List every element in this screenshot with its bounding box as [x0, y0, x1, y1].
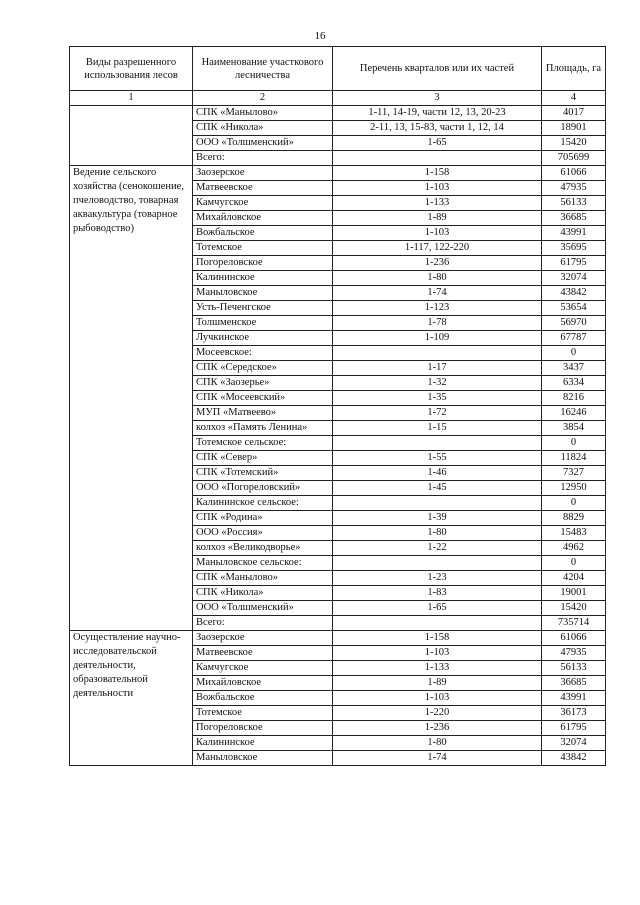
- column-number: 4: [542, 91, 606, 106]
- cell-forestry: Всего:: [193, 151, 333, 166]
- cell-forestry: СПК «Манылово»: [193, 106, 333, 121]
- cell-forestry: СПК «Никола»: [193, 586, 333, 601]
- cell-quarters: 1-17: [333, 361, 542, 376]
- cell-use-type: Ведение сельского хозяйства (сенокошение, пчеловодство, товарная аквакультура (товарное рыбоводство): [70, 166, 193, 631]
- cell-area: 19001: [542, 586, 606, 601]
- cell-area: 53654: [542, 301, 606, 316]
- cell-forestry: МУП «Матвеево»: [193, 406, 333, 421]
- cell-forestry: СПК «Никола»: [193, 121, 333, 136]
- cell-area: 16246: [542, 406, 606, 421]
- cell-quarters: 1-80: [333, 271, 542, 286]
- cell-forestry: ООО «Толшменский»: [193, 601, 333, 616]
- cell-forestry: Тотемское: [193, 241, 333, 256]
- cell-forestry: колхоз «Память Ленина»: [193, 421, 333, 436]
- cell-forestry: Заозерское: [193, 631, 333, 646]
- cell-area: 0: [542, 436, 606, 451]
- cell-forestry: ООО «Толшменский»: [193, 136, 333, 151]
- cell-quarters: 1-103: [333, 691, 542, 706]
- cell-area: 43842: [542, 286, 606, 301]
- cell-quarters: 1-109: [333, 331, 542, 346]
- cell-forestry: Калининское: [193, 271, 333, 286]
- cell-quarters: 1-32: [333, 376, 542, 391]
- cell-forestry: Калининское: [193, 736, 333, 751]
- table-body: [70, 106, 606, 766]
- land-use-table: [69, 46, 606, 766]
- cell-quarters: 1-220: [333, 706, 542, 721]
- cell-forestry: Маныловское: [193, 751, 333, 766]
- cell-area: 36173: [542, 706, 606, 721]
- cell-quarters: 1-80: [333, 526, 542, 541]
- cell-area: 12950: [542, 481, 606, 496]
- cell-area: 6334: [542, 376, 606, 391]
- cell-area: 56970: [542, 316, 606, 331]
- column-number-row: [70, 91, 606, 106]
- cell-quarters: 1-15: [333, 421, 542, 436]
- cell-forestry: колхоз «Великодворье»: [193, 541, 333, 556]
- cell-use-type: Осуществление научно-исследовательской деятельности, образовательной деятельности: [70, 631, 193, 766]
- cell-area: 47935: [542, 181, 606, 196]
- cell-area: 43991: [542, 226, 606, 241]
- cell-area: 36685: [542, 676, 606, 691]
- cell-quarters: 1-133: [333, 661, 542, 676]
- cell-area: 32074: [542, 736, 606, 751]
- cell-quarters: 1-103: [333, 181, 542, 196]
- cell-area: 4204: [542, 571, 606, 586]
- cell-quarters: 1-89: [333, 211, 542, 226]
- cell-quarters: 1-89: [333, 676, 542, 691]
- cell-quarters: 1-236: [333, 721, 542, 736]
- cell-forestry: ООО «Погореловский»: [193, 481, 333, 496]
- cell-area: 11824: [542, 451, 606, 466]
- cell-quarters: [333, 496, 542, 511]
- cell-quarters: 1-65: [333, 601, 542, 616]
- cell-area: 67787: [542, 331, 606, 346]
- cell-quarters: [333, 346, 542, 361]
- cell-quarters: 1-133: [333, 196, 542, 211]
- cell-area: 7327: [542, 466, 606, 481]
- cell-forestry: Заозерское: [193, 166, 333, 181]
- cell-quarters: 1-103: [333, 646, 542, 661]
- cell-forestry: СПК «Середское»: [193, 361, 333, 376]
- cell-forestry: Мосеевское:: [193, 346, 333, 361]
- cell-quarters: 1-46: [333, 466, 542, 481]
- cell-area: 0: [542, 496, 606, 511]
- cell-forestry: Толшменское: [193, 316, 333, 331]
- cell-area: 8829: [542, 511, 606, 526]
- cell-area: 15483: [542, 526, 606, 541]
- cell-forestry: Вожбальское: [193, 691, 333, 706]
- column-number: 1: [70, 91, 193, 106]
- cell-forestry: Калининское сельское:: [193, 496, 333, 511]
- cell-forestry: Погореловское: [193, 721, 333, 736]
- cell-forestry: Михайловское: [193, 676, 333, 691]
- cell-area: 705699: [542, 151, 606, 166]
- cell-forestry: Матвеевское: [193, 646, 333, 661]
- cell-area: 15420: [542, 601, 606, 616]
- cell-forestry: Тотемское: [193, 706, 333, 721]
- cell-area: 56133: [542, 661, 606, 676]
- cell-forestry: Погореловское: [193, 256, 333, 271]
- cell-area: 56133: [542, 196, 606, 211]
- cell-area: 4962: [542, 541, 606, 556]
- cell-area: 61795: [542, 721, 606, 736]
- cell-area: 61066: [542, 631, 606, 646]
- cell-forestry: Лучкинское: [193, 331, 333, 346]
- cell-quarters: [333, 556, 542, 571]
- cell-forestry: Михайловское: [193, 211, 333, 226]
- cell-quarters: 1-123: [333, 301, 542, 316]
- table-row: [70, 166, 606, 181]
- cell-forestry: Матвеевское: [193, 181, 333, 196]
- cell-quarters: 1-35: [333, 391, 542, 406]
- cell-quarters: 1-78: [333, 316, 542, 331]
- cell-forestry: Всего:: [193, 616, 333, 631]
- cell-quarters: 2-11, 13, 15-83, части 1, 12, 14: [333, 121, 542, 136]
- cell-area: 35695: [542, 241, 606, 256]
- cell-area: 3854: [542, 421, 606, 436]
- column-number: 3: [333, 91, 542, 106]
- cell-forestry: Камчугское: [193, 196, 333, 211]
- header-use-type: Виды разрешенного использования лесов: [70, 47, 193, 91]
- cell-quarters: 1-11, 14-19, части 12, 13, 20-23: [333, 106, 542, 121]
- cell-quarters: 1-80: [333, 736, 542, 751]
- cell-quarters: 1-158: [333, 631, 542, 646]
- cell-quarters: 1-236: [333, 256, 542, 271]
- cell-forestry: ООО «Россия»: [193, 526, 333, 541]
- page-number: 16: [314, 30, 326, 42]
- cell-forestry: СПК «Мосеевский»: [193, 391, 333, 406]
- cell-area: 32074: [542, 271, 606, 286]
- cell-forestry: Камчугское: [193, 661, 333, 676]
- cell-quarters: 1-39: [333, 511, 542, 526]
- table-row: [70, 631, 606, 646]
- cell-quarters: 1-23: [333, 571, 542, 586]
- cell-quarters: [333, 436, 542, 451]
- cell-quarters: 1-72: [333, 406, 542, 421]
- column-number: 2: [193, 91, 333, 106]
- cell-quarters: 1-83: [333, 586, 542, 601]
- cell-area: 43842: [542, 751, 606, 766]
- cell-quarters: [333, 151, 542, 166]
- table-row: [70, 106, 606, 121]
- cell-quarters: 1-22: [333, 541, 542, 556]
- cell-quarters: 1-45: [333, 481, 542, 496]
- header-quarters: Перечень кварталов или их частей: [333, 47, 542, 91]
- cell-forestry: Усть-Печенгское: [193, 301, 333, 316]
- cell-area: 43991: [542, 691, 606, 706]
- cell-quarters: 1-74: [333, 286, 542, 301]
- cell-forestry: Маныловское: [193, 286, 333, 301]
- cell-area: 47935: [542, 646, 606, 661]
- cell-quarters: 1-74: [333, 751, 542, 766]
- cell-forestry: Вожбальское: [193, 226, 333, 241]
- cell-forestry: СПК «Манылово»: [193, 571, 333, 586]
- header-area: Площадь, га: [542, 47, 606, 91]
- cell-area: 0: [542, 346, 606, 361]
- cell-area: 0: [542, 556, 606, 571]
- cell-area: 61795: [542, 256, 606, 271]
- cell-quarters: 1-103: [333, 226, 542, 241]
- cell-forestry: СПК «Заозерье»: [193, 376, 333, 391]
- cell-quarters: 1-158: [333, 166, 542, 181]
- cell-area: 18901: [542, 121, 606, 136]
- cell-area: 61066: [542, 166, 606, 181]
- cell-forestry: СПК «Родина»: [193, 511, 333, 526]
- cell-area: 15420: [542, 136, 606, 151]
- cell-area: 4017: [542, 106, 606, 121]
- cell-use-type: [70, 106, 193, 166]
- cell-quarters: [333, 616, 542, 631]
- cell-forestry: СПК «Тотемский»: [193, 466, 333, 481]
- cell-forestry: Тотемское сельское:: [193, 436, 333, 451]
- cell-area: 3437: [542, 361, 606, 376]
- table-header-row: [70, 47, 606, 91]
- cell-quarters: 1-65: [333, 136, 542, 151]
- cell-forestry: СПК «Север»: [193, 451, 333, 466]
- cell-quarters: 1-117, 122-220: [333, 241, 542, 256]
- header-forestry: Наименование участкового лесничества: [193, 47, 333, 91]
- cell-area: 8216: [542, 391, 606, 406]
- cell-area: 735714: [542, 616, 606, 631]
- cell-area: 36685: [542, 211, 606, 226]
- cell-quarters: 1-55: [333, 451, 542, 466]
- cell-forestry: Маныловское сельское:: [193, 556, 333, 571]
